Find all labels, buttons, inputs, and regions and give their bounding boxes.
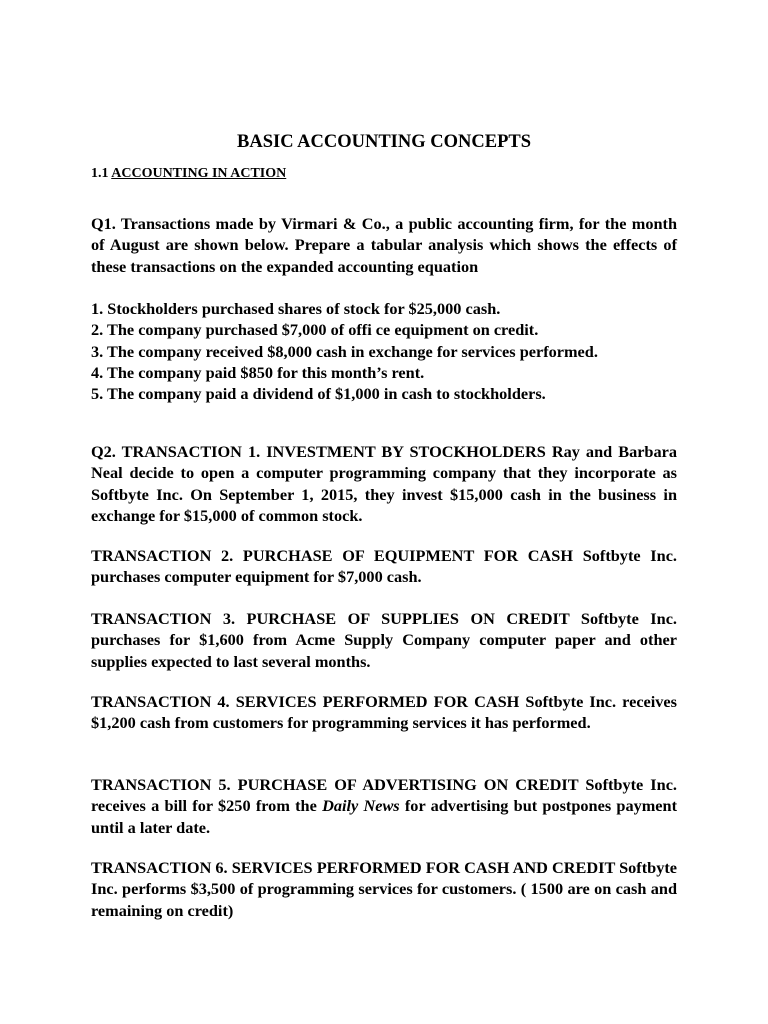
section-number: 1.1 [91, 166, 109, 181]
transaction-2-text: TRANSACTION 2. PURCHASE OF EQUIPMENT FOR CASH Softbyte Inc. purchases computer equipment for $7,000 cash. [91, 546, 677, 587]
transaction-3-text: TRANSACTION 3. PURCHASE OF SUPPLIES ON CREDIT Softbyte Inc. purchases for $1,600 from Acme Supply Company computer paper and other supplies expected to last several months. [91, 609, 677, 671]
newspaper-name: Daily News [322, 796, 400, 816]
section-heading [91, 165, 286, 183]
transaction-4-text: TRANSACTION 4. SERVICES PERFORMED FOR CASH Softbyte Inc. receives $1,200 cash from customers for programming services it has performed. [91, 692, 677, 733]
list-item: 3. The company received $8,000 cash in exchange for services performed. [91, 341, 598, 361]
section-label: ACCOUNTING IN ACTION [111, 166, 287, 181]
transaction-1-text: Q2. TRANSACTION 1. INVESTMENT BY STOCKHOLDERS Ray and Barbara Neal decide to open a computer programming company that they incorporate as Softbyte Inc. On September 1, 2015, they invest $15,000 cash in the business in exchange for $15,000 of common stock. [91, 442, 677, 525]
list-item: 2. The company purchased $7,000 of offi ce equipment on credit. [91, 320, 539, 340]
list-item: 1. Stockholders purchased shares of stock for $25,000 cash. [91, 299, 501, 318]
transaction-5-text-start: TRANSACTION 5. PURCHASE OF ADVERTISING ON CREDIT Softbyte Inc. receives a bill for $250 from the [91, 775, 677, 816]
list-item: 5. The company paid a dividend of $1,000 in cash to stockholders. [91, 384, 546, 404]
document-title: BASIC ACCOUNTING CONCEPTS [237, 132, 531, 152]
question-1-list [91, 298, 677, 404]
transaction-6-text: TRANSACTION 6. SERVICES PERFORMED FOR CASH AND CREDIT Softbyte Inc. performs $3,500 of programming services for customers. ( 1500 are on cash and remaining on credit) [91, 858, 677, 920]
transaction-5-text [91, 774, 677, 838]
question-1-text: Q1. Transactions made by Virmari & Co., a public accounting firm, for the month of August are shown below. Prepare a tabular analysis which shows the effects of these transactions on the expanded accounting equation [91, 214, 677, 276]
transaction-5-text-end: for advertising but postpones payment until a later date. [91, 796, 678, 837]
list-item: 4. The company paid $850 for this month’s rent. [91, 362, 425, 382]
